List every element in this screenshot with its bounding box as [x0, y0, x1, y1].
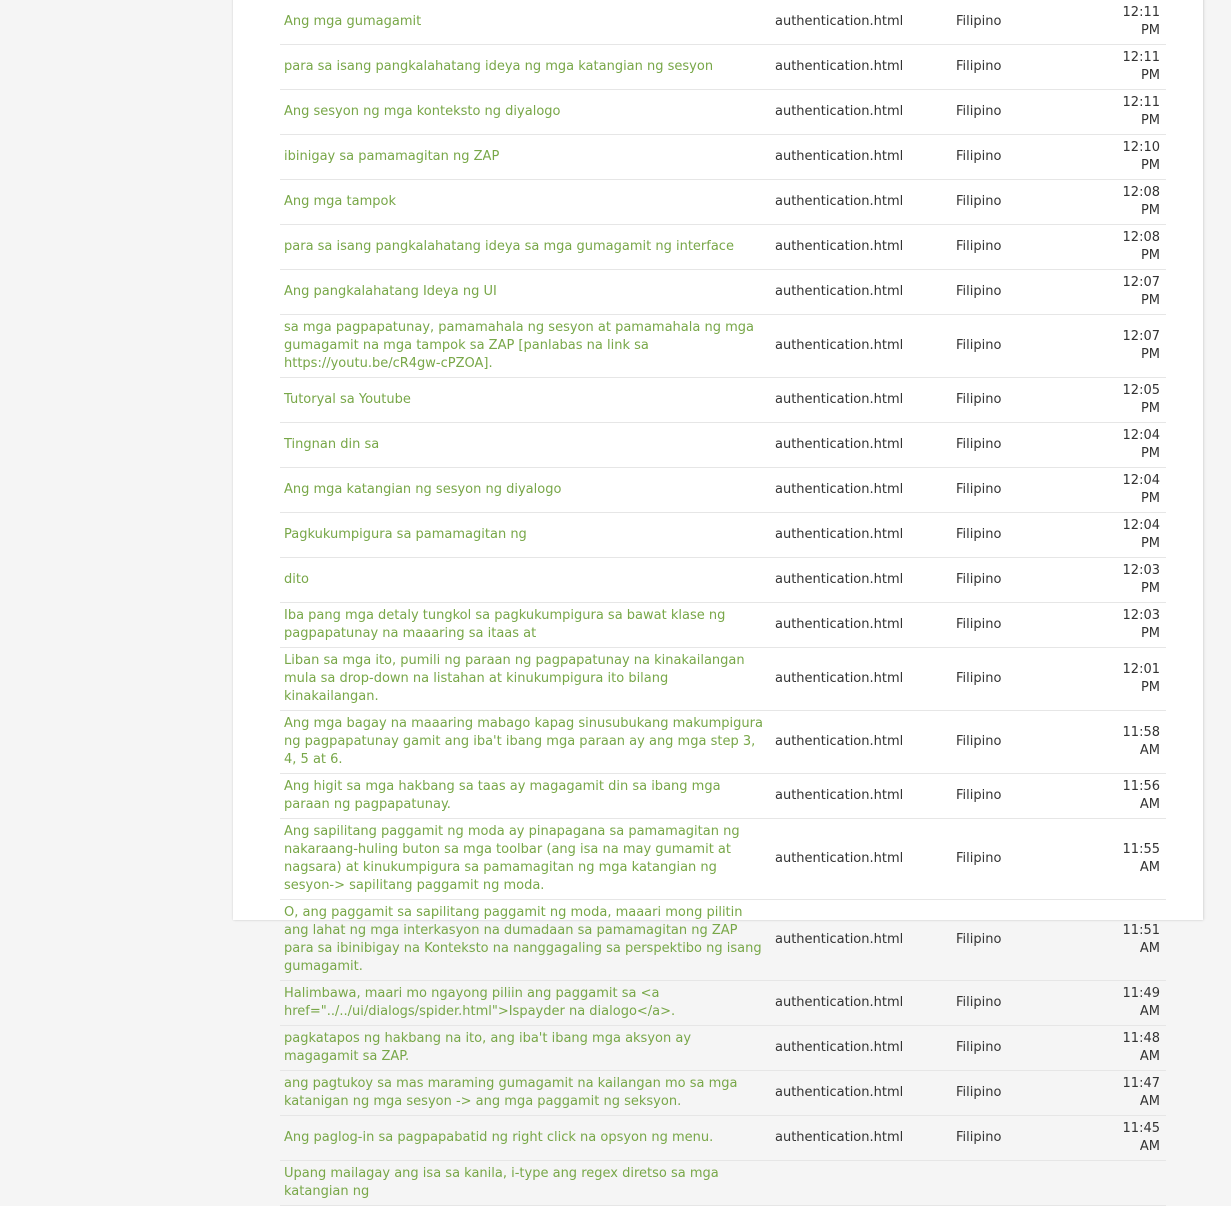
file-cell: authentication.html: [767, 45, 948, 90]
string-cell: [280, 45, 767, 90]
language-cell: Filipino: [948, 774, 1104, 819]
language-cell: Filipino: [948, 981, 1104, 1026]
table-row: [280, 45, 1166, 90]
language-cell: Filipino: [948, 45, 1104, 90]
language-cell: Filipino: [948, 603, 1104, 648]
time-cell: 11:58 AM: [1104, 711, 1166, 774]
time-cell: 12:03 PM: [1104, 603, 1166, 648]
file-cell: authentication.html: [767, 90, 948, 135]
string-cell: [280, 1161, 767, 1206]
time-cell: 12:04 PM: [1104, 468, 1166, 513]
time-cell: 12:03 PM: [1104, 558, 1166, 603]
language-cell: [948, 1161, 1104, 1206]
file-cell: authentication.html: [767, 900, 948, 981]
table-row: [280, 981, 1166, 1026]
string-cell: [280, 1116, 767, 1161]
string-link[interactable]: Ang mga bagay na maaaring mabago kapag sinusubukang makumpigura ng pagpapatunay gamit ang iba't ibang mga paraan ay ang mga step 3, 4, 5 at 6.: [284, 716, 763, 767]
time-cell: 11:56 AM: [1104, 774, 1166, 819]
string-cell: [280, 513, 767, 558]
language-cell: Filipino: [948, 135, 1104, 180]
string-cell: [280, 378, 767, 423]
file-cell: authentication.html: [767, 648, 948, 711]
string-link[interactable]: Iba pang mga detaly tungkol sa pagkukumpigura sa bawat klase ng pagpapatunay na maaaring sa itaas at: [284, 608, 726, 641]
table-row: [280, 315, 1166, 378]
file-cell: [767, 1161, 948, 1206]
table-row: [280, 270, 1166, 315]
string-link[interactable]: pagkatapos ng hakbang na ito, ang iba't ibang mga aksyon ay magagamit sa ZAP.: [284, 1031, 692, 1064]
file-cell: authentication.html: [767, 558, 948, 603]
file-cell: authentication.html: [767, 0, 948, 45]
file-cell: authentication.html: [767, 1026, 948, 1071]
file-cell: authentication.html: [767, 774, 948, 819]
table-row: [280, 774, 1166, 819]
file-cell: authentication.html: [767, 513, 948, 558]
language-cell: Filipino: [948, 558, 1104, 603]
string-link[interactable]: Ang mga katangian ng sesyon ng diyalogo: [284, 482, 562, 497]
time-cell: 12:04 PM: [1104, 513, 1166, 558]
string-cell: [280, 423, 767, 468]
table-row: [280, 513, 1166, 558]
string-cell: [280, 711, 767, 774]
language-cell: Filipino: [948, 513, 1104, 558]
string-link[interactable]: sa mga pagpapatunay, pamamahala ng sesyon at pamamahala ng mga gumagamit na mga tampok sa ZAP [panlabas na link sa https://youtu.be/cR4gw-cPZOA].: [284, 320, 754, 371]
file-cell: authentication.html: [767, 423, 948, 468]
time-cell: 12:08 PM: [1104, 180, 1166, 225]
language-cell: Filipino: [948, 180, 1104, 225]
string-link[interactable]: ibinigay sa pamamagitan ng ZAP: [284, 149, 500, 164]
time-cell: 12:11 PM: [1104, 0, 1166, 45]
file-cell: authentication.html: [767, 819, 948, 900]
file-cell: authentication.html: [767, 468, 948, 513]
language-cell: Filipino: [948, 378, 1104, 423]
string-cell: [280, 1071, 767, 1116]
time-cell: 11:49 AM: [1104, 981, 1166, 1026]
file-cell: authentication.html: [767, 135, 948, 180]
string-cell: [280, 0, 767, 45]
string-cell: [280, 900, 767, 981]
language-cell: Filipino: [948, 0, 1104, 45]
string-cell: [280, 774, 767, 819]
time-cell: 12:11 PM: [1104, 45, 1166, 90]
table-row: [280, 180, 1166, 225]
string-link[interactable]: Ang sesyon ng mga konteksto ng diyalogo: [284, 104, 561, 119]
table-row: [280, 1071, 1166, 1116]
time-cell: 11:51 AM: [1104, 900, 1166, 981]
string-cell: [280, 981, 767, 1026]
time-cell: 12:05 PM: [1104, 378, 1166, 423]
time-cell: [1104, 1161, 1166, 1206]
language-cell: Filipino: [948, 468, 1104, 513]
file-cell: authentication.html: [767, 225, 948, 270]
time-cell: 12:10 PM: [1104, 135, 1166, 180]
language-cell: Filipino: [948, 819, 1104, 900]
time-cell: 11:55 AM: [1104, 819, 1166, 900]
table-row: [280, 468, 1166, 513]
language-cell: Filipino: [948, 900, 1104, 981]
string-link[interactable]: Upang mailagay ang isa sa kanila, i-type ang regex diretso sa mga katangian ng: [284, 1166, 719, 1199]
language-cell: Filipino: [948, 90, 1104, 135]
file-cell: authentication.html: [767, 315, 948, 378]
table-row: [280, 0, 1166, 45]
time-cell: 12:04 PM: [1104, 423, 1166, 468]
table-row: [280, 378, 1166, 423]
string-link[interactable]: Ang paglog-in sa pagpapabatid ng right click na opsyon ng menu.: [284, 1130, 714, 1145]
string-cell: [280, 819, 767, 900]
string-cell: [280, 270, 767, 315]
time-cell: 12:11 PM: [1104, 90, 1166, 135]
string-cell: [280, 225, 767, 270]
table-row: [280, 1116, 1166, 1161]
activity-rows: [280, 0, 1166, 1206]
string-link[interactable]: ang pagtukoy sa mas maraming gumagamit na kailangan mo sa mga katanigan ng mga sesyon -> ang mga paggamit ng seksyon.: [284, 1076, 738, 1109]
table-row: [280, 819, 1166, 900]
table-row: [280, 1161, 1166, 1206]
string-link[interactable]: Tutoryal sa Youtube: [284, 392, 411, 407]
file-cell: authentication.html: [767, 1071, 948, 1116]
language-cell: Filipino: [948, 1071, 1104, 1116]
file-cell: authentication.html: [767, 603, 948, 648]
string-link[interactable]: para sa isang pangkalahatang ideya ng mga katangian ng sesyon: [284, 59, 714, 74]
language-cell: Filipino: [948, 315, 1104, 378]
string-link[interactable]: Tingnan din sa: [284, 437, 380, 452]
string-link[interactable]: Ang pangkalahatang Ideya ng UI: [284, 284, 497, 299]
time-cell: 11:47 AM: [1104, 1071, 1166, 1116]
time-cell: 12:01 PM: [1104, 648, 1166, 711]
file-cell: authentication.html: [767, 270, 948, 315]
table-row: [280, 648, 1166, 711]
string-cell: [280, 1026, 767, 1071]
table-row: [280, 90, 1166, 135]
string-cell: [280, 90, 767, 135]
table-row: [280, 423, 1166, 468]
language-cell: Filipino: [948, 225, 1104, 270]
string-link[interactable]: Ang sapilitang paggamit ng moda ay pinapagana sa pamamagitan ng nakaraang-huling buton sa mga toolbar (ang isa na may gumamit at nagsara) at kinukumpigura sa pamamagitan ng mga katangian ng sesyon-> sapilitang paggamit ng moda.: [284, 824, 740, 893]
string-cell: [280, 135, 767, 180]
time-cell: 11:48 AM: [1104, 1026, 1166, 1071]
string-link[interactable]: Ang mga gumagamit: [284, 14, 422, 29]
string-link[interactable]: Liban sa mga ito, pumili ng paraan ng pagpapatunay na kinakailangan mula sa drop-down na listahan at kinukumpigura ito bilang kinakailangan.: [284, 653, 745, 704]
language-cell: Filipino: [948, 648, 1104, 711]
table-row: [280, 900, 1166, 981]
string-cell: [280, 558, 767, 603]
table-row: [280, 603, 1166, 648]
string-link[interactable]: Halimbawa, maari mo ngayong piliin ang paggamit sa <a href="../../ui/dialogs/spider.html">Ispayder na dialogo</a>.: [284, 986, 676, 1019]
file-cell: authentication.html: [767, 378, 948, 423]
string-cell: [280, 603, 767, 648]
language-cell: Filipino: [948, 1116, 1104, 1161]
file-cell: authentication.html: [767, 180, 948, 225]
activity-table: [280, 0, 1166, 1206]
time-cell: 12:07 PM: [1104, 270, 1166, 315]
table-row: [280, 558, 1166, 603]
string-cell: [280, 315, 767, 378]
string-link[interactable]: Pagkukumpigura sa pamamagitan ng: [284, 527, 527, 542]
file-cell: authentication.html: [767, 1116, 948, 1161]
language-cell: Filipino: [948, 423, 1104, 468]
string-cell: [280, 180, 767, 225]
table-row: [280, 1026, 1166, 1071]
time-cell: 12:07 PM: [1104, 315, 1166, 378]
table-row: [280, 135, 1166, 180]
language-cell: Filipino: [948, 711, 1104, 774]
string-link[interactable]: O, ang paggamit sa sapilitang paggamit ng moda, maaari mong pilitin ang lahat ng mga interkasyon na dumadaan sa pamamagitan ng ZAP para sa ibinibigay na Konteksto na nanggagaling sa perspektibo ng isang gumagamit.: [284, 905, 762, 974]
string-cell: [280, 468, 767, 513]
string-link[interactable]: dito: [284, 572, 309, 587]
time-cell: 12:08 PM: [1104, 225, 1166, 270]
time-cell: 11:45 AM: [1104, 1116, 1166, 1161]
language-cell: Filipino: [948, 1026, 1104, 1071]
table-row: [280, 225, 1166, 270]
table-row: [280, 711, 1166, 774]
file-cell: authentication.html: [767, 711, 948, 774]
file-cell: authentication.html: [767, 981, 948, 1026]
string-link[interactable]: Ang mga tampok: [284, 194, 396, 209]
language-cell: Filipino: [948, 270, 1104, 315]
string-link[interactable]: Ang higit sa mga hakbang sa taas ay magagamit din sa ibang mga paraan ng pagpapatunay.: [284, 779, 721, 812]
string-cell: [280, 648, 767, 711]
string-link[interactable]: para sa isang pangkalahatang ideya sa mga gumagamit ng interface: [284, 239, 734, 254]
